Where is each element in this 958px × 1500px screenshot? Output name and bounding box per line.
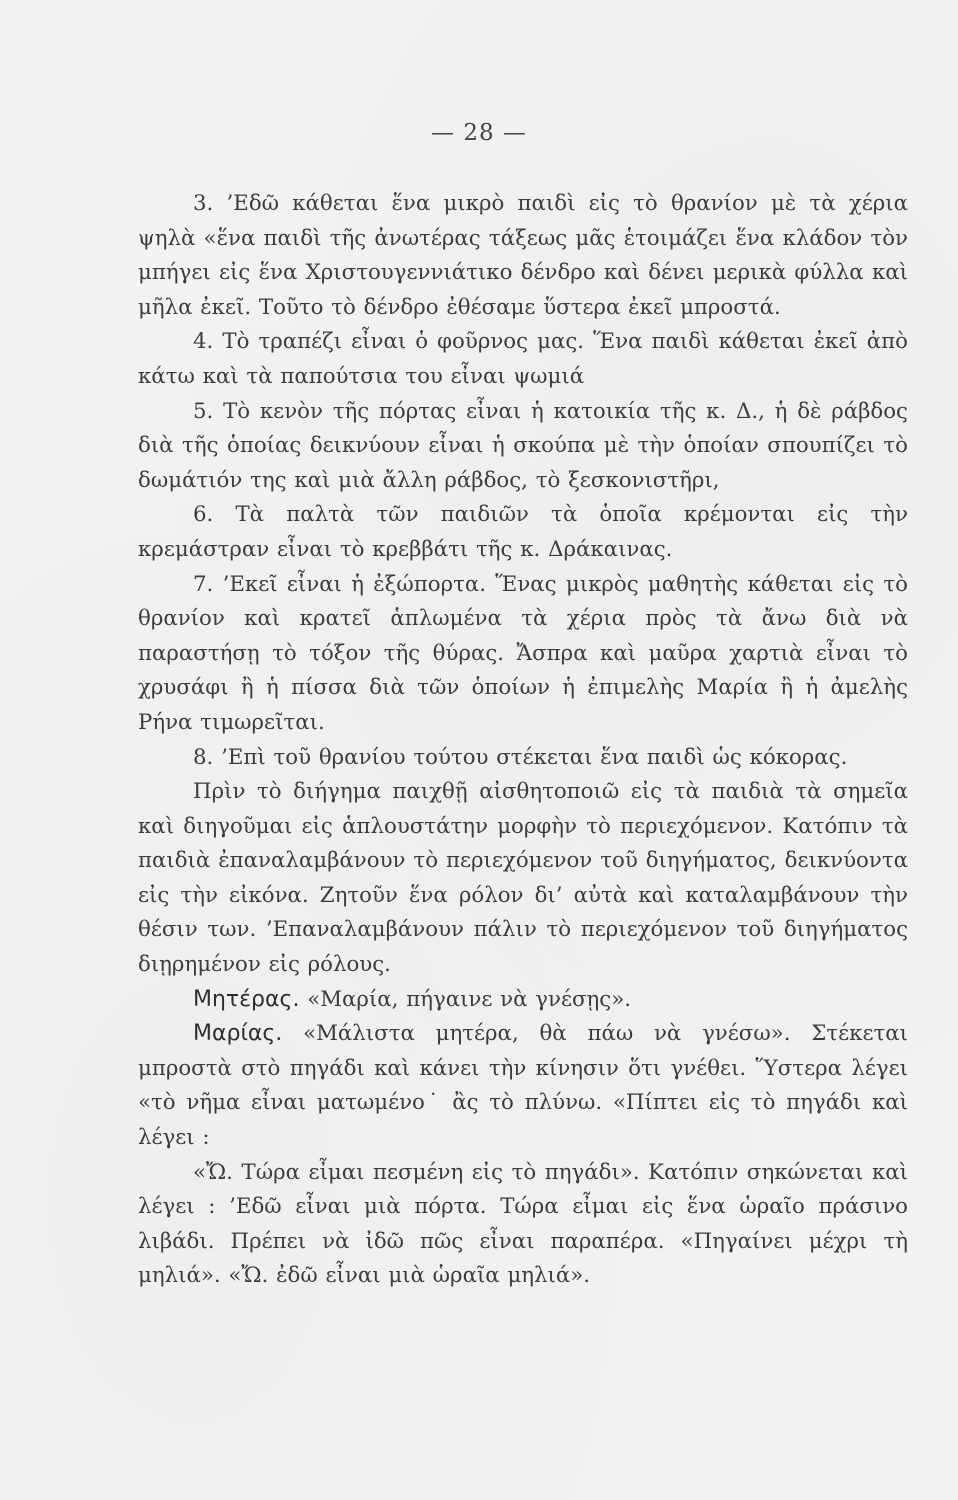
- speaker-label-mother: Μητέρας.: [193, 986, 300, 1012]
- paragraph-item-8: 8. ’Επὶ τοῦ θρανίου τούτου στέκεται ἕνα παιδὶ ὡς κόκορας.: [193, 744, 848, 770]
- paragraph-item-7: 7. ’Εκεῖ εἶναι ἡ ἐξώπορτα. Ἕνας μικρὸς μαθητὴς κάθεται εἰς τὸ θρανίον καὶ κρατεῖ ἁπλωμένα τὰ χέρια πρὸς τὰ ἄνω διὰ νὰ παραστήσῃ τὸ τόξον τῆς θύρας. Ἄσπρα καὶ μαῦρα χαρτιὰ εἶναι τὸ χρυσάφι ἢ ἡ πίσσα διὰ τῶν ὁποίων ἡ ἐπιμελὴς Μαρία ἢ ἡ ἀμελὴς Ρήνα τιμωρεῖται.: [138, 571, 908, 735]
- paragraph-item-6: 6. Τὰ παλτὰ τῶν παιδιῶν τὰ ὁποῖα κρέμονται εἰς τὴν κρεμάστραν εἶναι τὸ κρεββάτι τῆς κ. Δράκαινας.: [138, 502, 908, 562]
- dialogue-text-maria: «Μάλιστα μητέρα, θὰ πάω νὰ γνέσω». Στέκεται μπροστὰ στὸ πηγάδι καὶ κάνει τὴν κίνησιν ὅτι γνέθει. Ὕστερα λέγει «τὸ νῆμα εἶναι ματωμένο˙ ἂς τὸ πλύνω. «Πίπτει εἰς τὸ πηγάδι καὶ λέγει :: [138, 1021, 908, 1151]
- paragraph-closing: «Ὤ. Τώρα εἶμαι πεσμένη εἰς τὸ πηγάδι». Κατόπιν σηκώνεται καὶ λέγει : ’Εδῶ εἶναι μιὰ πόρτα. Τώρα εἶμαι εἰς ἕνα ὡραῖο πράσινο λιβάδι. Πρέπει νὰ ἰδῶ πῶς εἶναι παραπέρα. «Πηγαίνει μέχρι τὴ μηλιά». «Ὤ. ἐδῶ εἶναι μιὰ ὡραῖα μηλιά».: [138, 1159, 908, 1289]
- page-number: — 28 —: [431, 120, 527, 146]
- speaker-label-maria: Μαρίας.: [193, 1021, 283, 1047]
- paragraph-item-5: 5. Τὸ κενὸν τῆς πόρτας εἶναι ἡ κατοικία τῆς κ. Δ., ἡ δὲ ράβδος διὰ τῆς ὁποίας δεικνύουν εἶναι ἡ σκούπα μὲ τὴν ὁποίαν σπουπίζει τὸ δωμάτιόν της καὶ μιὰ ἄλλη ράβδος, τὸ ξεσκονιστῆρι,: [138, 398, 908, 493]
- dialogue-line-maria: [138, 1017, 908, 1155]
- text-body: [138, 187, 908, 1294]
- dialogue-line-mother: [138, 983, 908, 1018]
- paragraph-item-4: 4. Τὸ τραπέζι εἶναι ὁ φοῦρνος μας. Ἕνα παιδὶ κάθεται ἐκεῖ ἀπὸ κάτω καὶ τὰ παπούτσια του εἶναι ψωμιά: [138, 329, 908, 389]
- dialogue-text-mother: «Μαρία, πήγαινε νὰ γνέσῃς».: [299, 986, 632, 1012]
- paragraph-item-3: 3. ’Εδῶ κάθεται ἕνα μικρὸ παιδὶ εἰς τὸ θρανίον μὲ τὰ χέρια ψηλὰ «ἕνα παιδὶ τῆς ἀνωτέρας τάξεως μᾶς ἑτοιμάζει ἕνα κλάδον τὸν μπήγει εἰς ἕνα Χριστουγεννιάτικο δένδρο καὶ δένει μερικὰ φύλλα καὶ μῆλα ἐκεῖ. Τοῦτο τὸ δένδρο ἐθέσαμε ὕστερα ἐκεῖ μπροστά.: [138, 191, 908, 320]
- paragraph-narrative: Πρὶν τὸ διήγημα παιχθῇ αἰσθητοποιῶ εἰς τὰ παιδιὰ τὰ σημεῖα καὶ διηγοῦμαι εἰς ἁπλουστάτην μορφὴν τὸ περιεχόμενον. Κατόπιν τὰ παιδιὰ ἐπαναλαμβάνουν τὸ περιεχόμενον τοῦ διηγήματος, δεικνύοντα εἰς τὴν εἰκόνα. Ζητοῦν ἕνα ρόλον δι’ αὐτὰ καὶ καταλαμβάνουν τὴν θέσιν των. ’Επαναλαμβάνουν πάλιν τὸ περιεχόμενον τοῦ διηγήματος διῃρημένον εἰς ρόλους.: [138, 779, 908, 978]
